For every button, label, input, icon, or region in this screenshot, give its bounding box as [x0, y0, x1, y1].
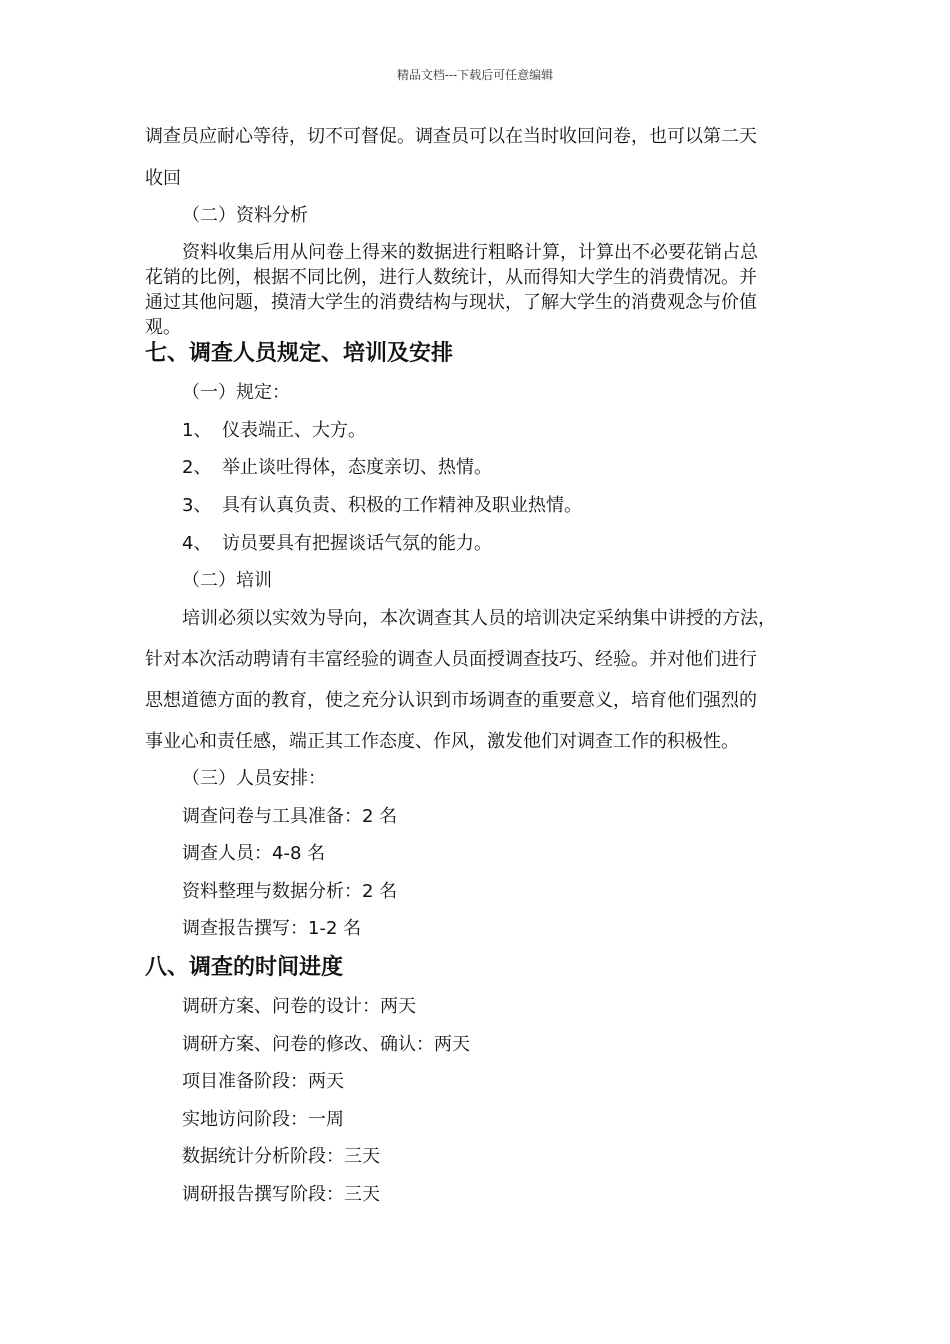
paragraph-line: 调查员应耐心等待，切不可督促。调查员可以在当时收回问卷，也可以第二天	[145, 126, 757, 147]
paragraph-line: 针对本次活动聘请有丰富经验的调查人员面授调查技巧、经验。并对他们进行	[145, 649, 757, 670]
list-text: 具有认真负责、积极的工作精神及职业热情。	[222, 495, 582, 516]
subheading-data-analysis: （二）资料分析	[182, 205, 308, 226]
subheading-rules: （一）规定：	[182, 382, 290, 403]
section-7-heading: 七、调查人员规定、培训及安排	[145, 341, 454, 366]
list-text: 仪表端正、大方。	[222, 420, 366, 441]
paragraph-line: 培训必须以实效为导向，本次调查其人员的培训决定采纳集中讲授的方法，	[182, 608, 776, 629]
schedule-item: 调研方案、问卷的修改、确认：两天	[182, 1034, 470, 1055]
schedule-item: 调研方案、问卷的设计：两天	[182, 996, 416, 1017]
subheading-staffing: （三）人员安排：	[182, 768, 326, 789]
section-8-heading: 八、调查的时间进度	[145, 955, 344, 980]
paragraph-line: 事业心和责任感，端正其工作态度、作风，激发他们对调查工作的积极性。	[145, 731, 739, 752]
subheading-training: （二）培训	[182, 570, 272, 591]
list-number: 1、	[182, 420, 212, 441]
schedule-item: 实地访问阶段：一周	[182, 1109, 344, 1130]
list-text: 举止谈吐得体，态度亲切、热情。	[222, 457, 492, 478]
list-number: 2、	[182, 457, 212, 478]
paragraph-line: 思想道德方面的教育，使之充分认识到市场调查的重要意义，培育他们强烈的	[145, 690, 757, 711]
list-item	[182, 457, 492, 479]
list-item	[182, 495, 582, 517]
list-number: 4、	[182, 533, 212, 554]
list-text: 访员要具有把握谈话气氛的能力。	[222, 533, 492, 554]
staff-item: 调查人员：4-8 名	[182, 843, 326, 864]
page-header: 精品文档---下载后可任意编辑	[396, 68, 554, 82]
schedule-item: 调研报告撰写阶段：三天	[182, 1184, 380, 1205]
staff-item: 调查问卷与工具准备：2 名	[182, 806, 398, 827]
list-item	[182, 533, 492, 555]
paragraph-line: 通过其他问题，摸清大学生的消费结构与现状，了解大学生的消费观念与价值	[145, 292, 757, 313]
paragraph-line: 收回	[145, 168, 181, 189]
schedule-item: 数据统计分析阶段：三天	[182, 1146, 380, 1167]
staff-item: 资料整理与数据分析：2 名	[182, 881, 398, 902]
list-number: 3、	[182, 495, 212, 516]
paragraph-line: 花销的比例，根据不同比例，进行人数统计，从而得知大学生的消费情况。并	[145, 267, 757, 288]
staff-item: 调查报告撰写：1-2 名	[182, 918, 362, 939]
paragraph-line: 观。	[145, 317, 181, 338]
schedule-item: 项目准备阶段：两天	[182, 1071, 344, 1092]
paragraph-line: 资料收集后用从问卷上得来的数据进行粗略计算，计算出不必要花销占总	[182, 242, 758, 263]
list-item	[182, 420, 366, 442]
